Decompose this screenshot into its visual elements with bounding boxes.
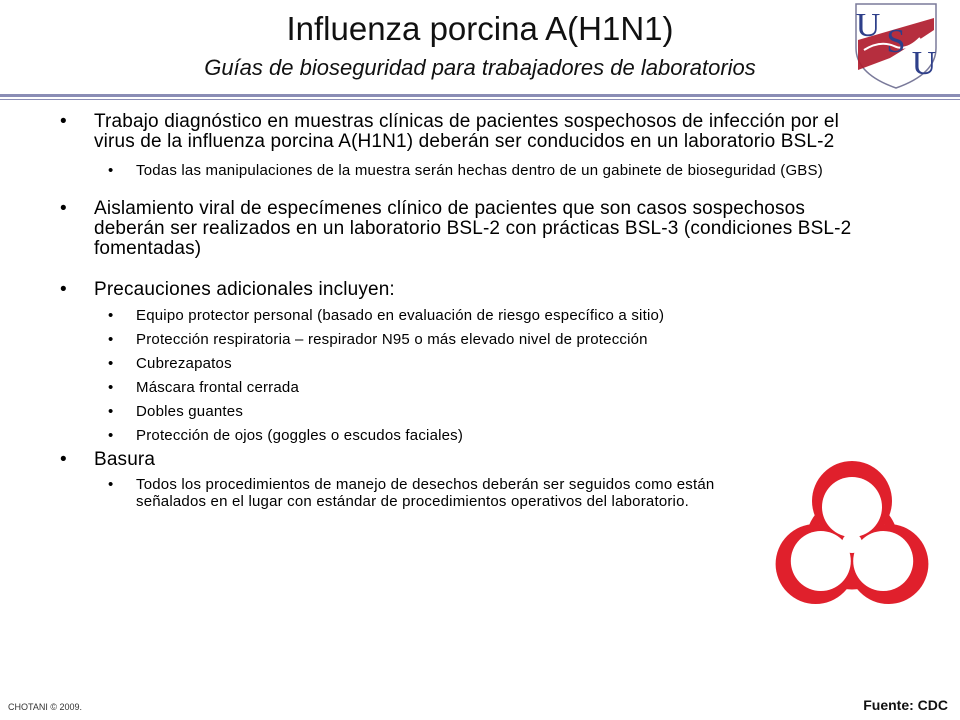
bullet-text: Precauciones adicionales incluyen: (94, 279, 395, 300)
sub-bullet (108, 476, 736, 510)
sub-bullet-text: Todos los procedimientos de manejo de desechos deberán ser seguidos como están señalados en el lugar con estándar de procedimientos operativos del laboratorio. (136, 476, 715, 510)
sub-bullet (108, 355, 880, 372)
bullet-diagnostic-work (60, 112, 864, 152)
slide-subtitle: Guías de bioseguridad para trabajadores de laboratorios (204, 55, 756, 80)
slide-title: Influenza porcina A(H1N1) (286, 10, 674, 47)
sub-bullet (108, 427, 880, 444)
sub-bullet-marker: • (108, 307, 114, 324)
sub-bullet-marker: • (108, 379, 114, 396)
bullet-marker: • (60, 449, 67, 470)
bullet-text: Basura (94, 449, 156, 470)
sub-bullet-marker: • (108, 331, 114, 348)
university-shield-logo (850, 0, 942, 90)
sub-bullet-text: Protección respiratoria – respirador N95 o más elevado nivel de protección (136, 331, 648, 348)
copyright-text: CHOTANI © 2009. (8, 702, 82, 712)
sub-bullet-text: Todas las manipulaciones de la muestra serán hechas dentro de un gabinete de bioseguridad (GBS) (136, 162, 823, 179)
logo-letter-3: U (911, 45, 937, 82)
sub-bullet-text: Cubrezapatos (136, 355, 232, 372)
header-rule (0, 94, 960, 97)
bullet-marker: • (60, 111, 67, 132)
header-rule-thin (0, 99, 960, 100)
bullet-marker: • (60, 198, 67, 219)
sub-bullet-text: Equipo protector personal (basado en evaluación de riesgo específico a sitio) (136, 307, 665, 324)
source-credit: Fuente: CDC (863, 697, 948, 713)
logo-letter-1: U (855, 7, 881, 44)
sub-bullet (108, 162, 866, 179)
sub-bullet-marker: • (108, 403, 114, 420)
sub-bullet-marker: • (108, 427, 114, 444)
sub-bullet-text: Dobles guantes (136, 403, 244, 420)
sub-bullet (108, 379, 880, 396)
bullet-text: Aislamiento viral de especímenes clínico de pacientes que son casos sospechosos deberán ser realizados en un laboratorio BSL-2 con prácticas BSL-3 (condiciones BSL-2 fomentadas) (94, 198, 852, 259)
sub-bullet (108, 403, 880, 420)
sub-bullet-marker: • (108, 355, 114, 372)
bullet-text: Trabajo diagnóstico en muestras clínicas de pacientes sospechosos de infección por el virus de la influenza porcina A(H1N1) deberán ser conducidos en un laboratorio BSL-2 (94, 111, 840, 152)
biohazard-icon (752, 443, 952, 618)
bullet-additional-precautions (60, 280, 880, 300)
sub-bullet-text: Máscara frontal cerrada (136, 379, 300, 396)
logo-letter-2: S (886, 23, 906, 60)
sub-bullet-marker: • (108, 476, 114, 493)
sub-bullet-marker: • (108, 162, 114, 179)
bullet-marker: • (60, 279, 67, 300)
sub-bullet (108, 331, 880, 348)
bullet-viral-isolation (60, 199, 864, 259)
sub-bullet-text: Protección de ojos (goggles o escudos faciales) (136, 427, 464, 444)
sub-bullet (108, 307, 880, 324)
